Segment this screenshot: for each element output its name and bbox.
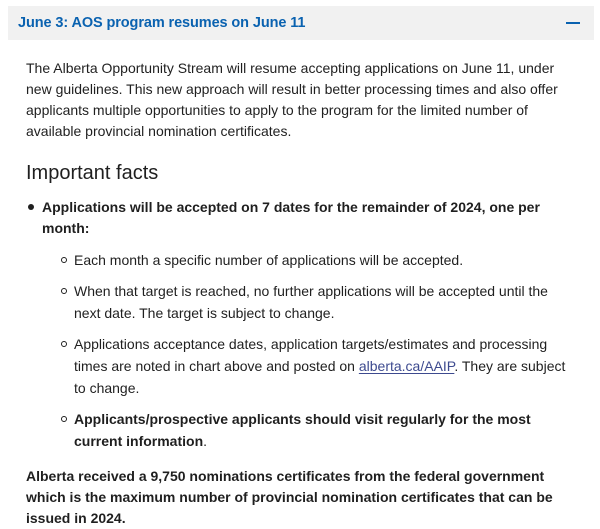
list-item — [26, 197, 576, 452]
accordion-content — [26, 58, 576, 529]
main-item-label: Applications will be accepted on 7 dates for the remainder of 2024, one per month: — [42, 199, 540, 236]
accordion-title[interactable]: June 3: AOS program resumes on June 11 — [18, 15, 306, 31]
accordion-header[interactable] — [8, 6, 594, 40]
sub-item-text-tail: . — [203, 433, 208, 449]
bullet-icon — [28, 204, 34, 210]
sub-item-text: Each month a specific number of applications will be accepted. — [74, 252, 464, 268]
sub-item-text: When that target is reached, no further applications will be accepted until the next date. The target is subject to change. — [74, 283, 548, 321]
intro-paragraph: The Alberta Opportunity Stream will resume accepting applications on June 11, under new guidelines. This new approach will result in better processing times and also offer applicants multiple opportunities to apply to the program for the limited number of available provincial nomination certificates. — [26, 60, 558, 139]
sub-list — [42, 249, 576, 452]
facts-list — [26, 197, 576, 452]
circle-bullet-icon — [61, 416, 67, 422]
circle-bullet-icon — [61, 288, 67, 294]
closing-paragraph: Alberta received a 9,750 nominations certificates from the federal government which is the maximum number of provincial nomination certificates that can be issued in 2024. — [26, 468, 553, 526]
sub-list-item — [42, 333, 576, 399]
circle-bullet-icon — [61, 341, 67, 347]
sub-item-text-after: . They are subject to change. — [74, 358, 566, 396]
sub-list-item — [42, 280, 576, 324]
sub-list-item — [42, 249, 576, 271]
sub-item-text-bold: Applicants/prospective applicants should visit regularly for the most current information — [74, 411, 531, 449]
important-facts-heading: Important facts — [26, 162, 159, 184]
sub-list-item — [42, 408, 576, 452]
circle-bullet-icon — [61, 257, 67, 263]
minus-icon[interactable] — [566, 22, 580, 24]
sub-item-text-before: Applications acceptance dates, application targets/estimates and processing times are noted in chart above and posted on — [74, 336, 548, 374]
aaip-link[interactable]: alberta.ca/AAIP — [358, 358, 455, 374]
